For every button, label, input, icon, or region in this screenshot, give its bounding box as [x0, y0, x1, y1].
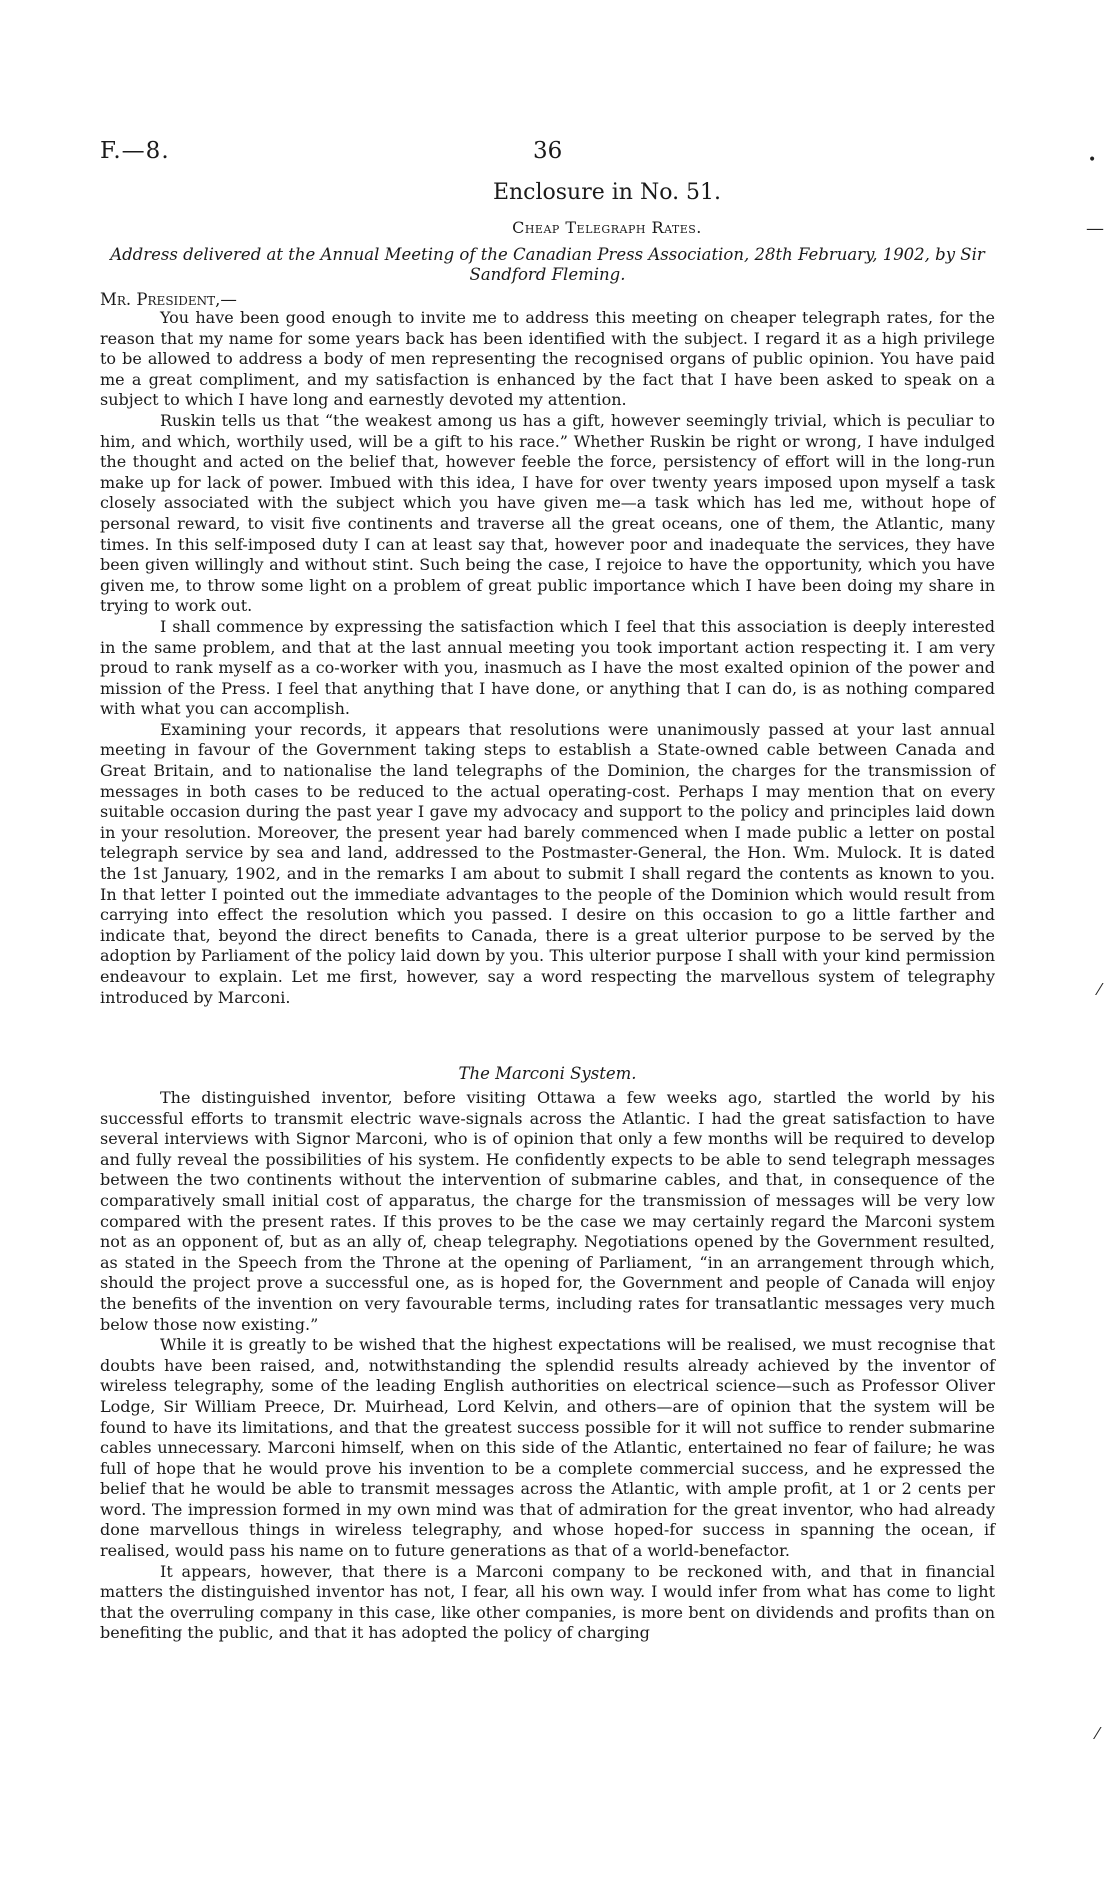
scan-mark: ⁄	[1096, 1724, 1099, 1743]
document-reference: F.—8.	[100, 138, 170, 164]
scan-mark: ⁄	[1098, 980, 1101, 999]
address-subtitle: Address delivered at the Annual Meeting of the Canadian Press Association, 28th February, 1902, by Sir Sandford Fleming.	[110, 245, 985, 284]
body-section-1	[100, 308, 995, 1008]
page-number: 36	[533, 138, 563, 164]
salutation: Mr. President,—	[100, 290, 237, 309]
paragraph: I shall commence by expressing the satisfaction which I feel that this association is deeply interested in the same problem, and that at the last annual meeting you took important action respecting it. I am very proud to rank myself as a co-worker with you, inasmuch as I have the most exalted opinion of the power and mission of the Press. I feel that anything that I have done, or anything that I can do, is as nothing compared with what you can accomplish.	[100, 616, 995, 719]
section-heading: Cheap Telegraph Rates.	[512, 218, 702, 237]
enclosure-title: Enclosure in No. 51.	[492, 180, 722, 205]
paragraph: While it is greatly to be wished that the highest expectations will be realised, we must recognise that doubts have been raised, and, notwithstanding the splendid results already achieved by the inventor of wireless telegraphy, some of the leading English authorities on electrical science—such as Professor Oliver Lodge, Sir William Preece, Dr. Muirhead, Lord Kelvin, and others—are of opinion that the system will be found to have its limitations, and that the greatest success possible for it will not suffice to render submarine cables unnecessary. Marconi himself, when on this side of the Atlantic, entertained no fear of failure; he was full of hope that he would prove his invention to be a complete commercial success, and he expressed the belief that he would be able to transmit messages across the Atlantic, with ample profit, at 1 or 2 cents per word. The impression formed in my own mind was that of admiration for the great inventor, who had already done marvellous things in wireless telegraphy, and whose hoped-for success in spanning the ocean, if realised, would pass his name on to future generations as that of a world-benefactor.	[100, 1335, 995, 1561]
body-section-2	[100, 1088, 995, 1644]
paragraph: It appears, however, that there is a Marconi company to be reckoned with, and that in financial matters the distinguished inventor has not, I fear, all his own way. I would infer from what has come to light that the overruling company in this case, like other companies, is more bent on dividends and profits than on benefiting the public, and that it has adopted the policy of charging	[100, 1561, 995, 1643]
paragraph: The distinguished inventor, before visiting Ottawa a few weeks ago, startled the world by his successful efforts to transmit electric wave-signals across the Atlantic. I had the great satisfaction to have several interviews with Signor Marconi, who is of opinion that only a few months will be required to develop and fully reveal the possibilities of his system. He confidently expects to be able to send telegraph messages between the two continents without the intervention of submarine cables, and that, in consequence of the comparatively small initial cost of apparatus, the charge for the transmission of messages will be very low compared with the present rates. If this proves to be the case we may certainly regard the Marconi system not as an opponent of, but as an ally of, cheap telegraphy. Negotiations opened by the Government resulted, as stated in the Speech from the Throne at the opening of Parliament, “in an arrangement through which, should the project prove a successful one, as is hoped for, the Government and people of Canada will enjoy the benefits of the invention on very favourable terms, including rates for transatlantic messages very much below those now existing.”	[100, 1088, 995, 1334]
marconi-section-title: The Marconi System.	[458, 1064, 637, 1083]
scan-mark: •	[1088, 152, 1097, 168]
scan-mark: —	[1086, 218, 1104, 239]
paragraph: Ruskin tells us that “the weakest among us has a gift, however seemingly trivial, which is peculiar to him, and which, worthily used, will be a gift to his race.” Whether Ruskin be right or wrong, I have indulged the thought and acted on the belief that, however feeble the force, persistency of effort will in the long-run make up for lack of power. Imbued with this idea, I have for over twenty years imposed upon myself a task closely associated with the subject which you have given me—a task which has led me, without hope of personal reward, to visit five continents and traverse all the great oceans, one of them, the Atlantic, many times. In this self-imposed duty I can at least say that, however poor and inadequate the services, they have been given willingly and without stint. Such being the case, I rejoice to have the opportunity, which you have given me, to throw some light on a problem of great public importance which I have been doing my share in trying to work out.	[100, 410, 995, 616]
paragraph: You have been good enough to invite me to address this meeting on cheaper telegraph rates, for the reason that my name for some years back has been identified with the subject. I regard it as a high privilege to be allowed to address a body of men representing the recognised organs of public opinion. You have paid me a great compliment, and my satisfaction is enhanced by the fact that I have been asked to speak on a subject to which I have long and earnestly devoted my attention.	[100, 308, 995, 410]
paragraph: Examining your records, it appears that resolutions were unanimously passed at your last annual meeting in favour of the Government taking steps to establish a State-owned cable between Canada and Great Britain, and to nationalise the land telegraphs of the Dominion, the charges for the transmission of messages in both cases to be reduced to the actual operating-cost. Perhaps I may mention that on every suitable occasion during the past year I gave my advocacy and support to the policy and principles laid down in your resolution. Moreover, the present year had barely commenced when I made public a letter on postal telegraph service by sea and land, addressed to the Postmaster-General, the Hon. Wm. Mulock. It is dated the 1st January, 1902, and in the remarks I am about to submit I shall regard the contents as known to you. In that letter I pointed out the immediate advantages to the people of the Dominion which would result from carrying into effect the resolution which you passed. I desire on this occasion to go a little farther and indicate that, beyond the direct benefits to Canada, there is a great ulterior purpose to be served by the adoption by Parliament of the policy laid down by you. This ulterior purpose I shall with your kind permission endeavour to explain. Let me first, however, say a word respecting the marvellous system of telegraphy introduced by Marconi.	[100, 719, 995, 1007]
